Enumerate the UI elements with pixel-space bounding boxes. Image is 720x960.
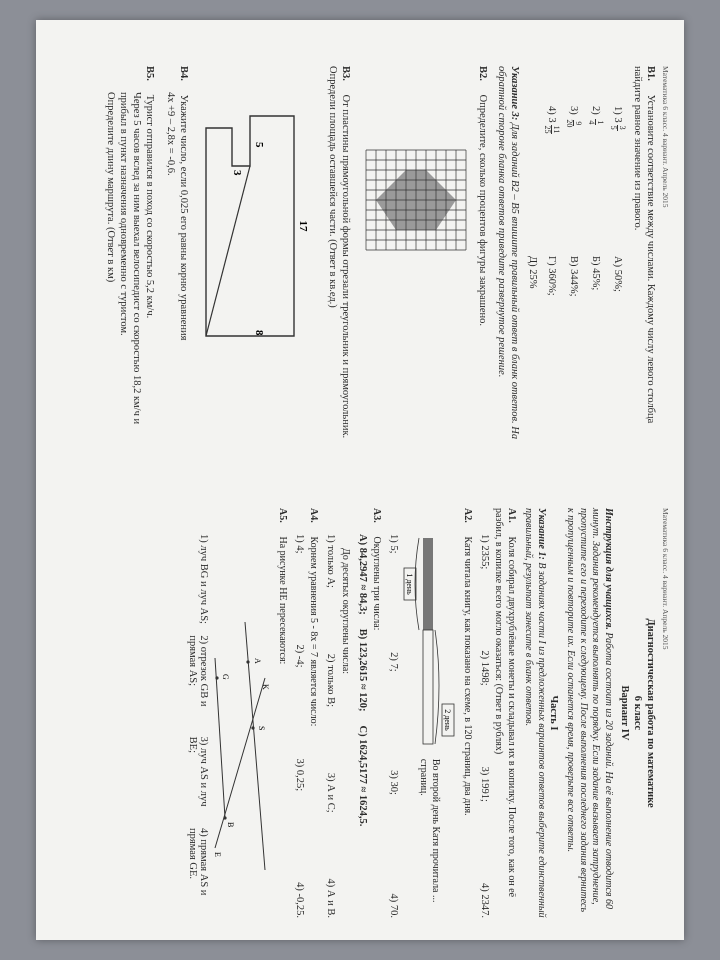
note-1-text: В заданиях части I из предложенных вариантов ответов выберите единственный правильный, результат занесите в бланк ответов. xyxy=(523,508,547,918)
a4-option: 2) -4; xyxy=(294,644,305,668)
question-a1 xyxy=(492,508,517,918)
note-1-title: Указание 1: xyxy=(536,508,547,560)
b1-row xyxy=(609,66,626,462)
a3-options xyxy=(326,508,337,918)
b3-figure xyxy=(198,106,316,346)
b4-equation: 4x +9 – 2,8x = -0,6. xyxy=(165,92,176,176)
b5-line: Определите длину маршрута. (Ответ в км) xyxy=(105,92,116,283)
question-a5 xyxy=(276,508,289,918)
a5-option: 4) прямая AS и прямая GE. xyxy=(187,827,210,896)
a5-options xyxy=(188,508,210,918)
a3-option: 3) А и С; xyxy=(325,772,337,813)
a4-option: 1) 4; xyxy=(294,534,305,554)
b4-id: В4. xyxy=(178,66,189,81)
point-g xyxy=(216,676,219,679)
b1-row xyxy=(565,66,582,462)
question-a3 xyxy=(370,508,383,918)
grade: 6 класс xyxy=(632,695,643,731)
a3-items xyxy=(357,508,368,918)
b1-text: Установите соответствие между числами. Каждому числу левого столбца найдите равное значение из правого. xyxy=(632,66,656,424)
b1-right-item: Г) 360%; xyxy=(546,256,557,296)
a2-question: Во второй день Катя прочитала ... страниц. xyxy=(418,758,442,903)
label-a: A xyxy=(253,658,263,664)
part-title: Часть I xyxy=(548,695,559,731)
a3-id: А3. xyxy=(371,508,383,523)
a3-item: B) 123,2615 ≈ 120; xyxy=(357,628,368,712)
left-page xyxy=(36,20,684,480)
b1-right-item: В) 344%; xyxy=(568,256,579,297)
a4-option: 3) 0,25; xyxy=(294,758,305,792)
a5-option: 2) отрезок GB и прямая AS; xyxy=(187,635,210,707)
b1-matching xyxy=(527,66,626,462)
b3-dim-inner-w: 5 xyxy=(253,142,265,148)
a2-option: 1) 5; xyxy=(388,534,400,554)
a4-options xyxy=(294,508,305,918)
instruction-title: Инструкция для учащихся. xyxy=(603,508,614,630)
scheme-day2-bar xyxy=(424,630,434,744)
a2-scheme xyxy=(402,534,458,753)
b1-row xyxy=(527,66,538,462)
a2-id: А2. xyxy=(462,508,473,523)
scheme-day2-label: 2 день xyxy=(443,709,453,731)
b1-right-item: А) 50%; xyxy=(612,256,623,292)
b1-left-label: 3) xyxy=(568,106,580,115)
b1-left-whole: 3 xyxy=(612,117,624,123)
note-3 xyxy=(495,66,521,462)
b4-text: Укажите число, если 0,025 его равны корню уравнения xyxy=(178,94,189,341)
b3-text: От пластины прямоугольной формы отрезали треугольник и прямоугольник. Определи площадь оставшейся части. (Ответ в кв.ед.) xyxy=(327,66,351,439)
a4-option: 4) -0,25. xyxy=(294,882,305,918)
question-b1 xyxy=(631,66,657,462)
b1-left-label: 2) xyxy=(590,106,602,115)
b3-dim-right: 8 xyxy=(253,330,265,336)
b1-left-label: 1) xyxy=(612,106,624,115)
line-ke xyxy=(216,678,266,848)
fraction: 11 25 xyxy=(543,125,561,134)
a2-text: Катя читала книгу, как показано на схеме, в 120 страниц, два дня. xyxy=(462,536,473,816)
a3-item: C) 1624,5177 ≈ 1624,5. xyxy=(357,725,368,827)
b2-text: Определите, сколько процентов фигуры закрашено. xyxy=(477,94,488,327)
fraction: 1 4 xyxy=(587,120,605,125)
a5-id: А5. xyxy=(277,508,288,523)
note-3-text: Для заданий В2 – В5 впишите правильный ответ в бланк ответов. На обратной стороне бланка ответов приведите развернутое решение. xyxy=(496,66,520,440)
a5-option: 3) луч AS и луч BE; xyxy=(187,736,210,807)
a4-id: А4. xyxy=(308,508,320,523)
a3-item: A) 84,2947 ≈ 84,3; xyxy=(357,534,368,615)
b1-left-whole: 3 xyxy=(546,117,558,123)
b2-id: В2. xyxy=(477,66,488,81)
b3-dim-top: 17 xyxy=(297,220,309,232)
label-k: K xyxy=(261,684,271,690)
fraction: 3 5 xyxy=(609,125,627,130)
a2-option: 2) 7; xyxy=(388,652,400,672)
b3-outline xyxy=(206,116,294,336)
label-b: B xyxy=(226,822,236,828)
b3-id: В3. xyxy=(340,66,351,81)
right-title: Диагностическая работа по математике xyxy=(645,618,656,808)
worksheet-paper xyxy=(36,20,684,940)
b1-id: В1. xyxy=(645,66,656,81)
label-s: S xyxy=(257,726,267,731)
a2-options xyxy=(389,508,400,918)
a5-option: 1) луч BG и луч AS; xyxy=(198,534,210,624)
question-a4 xyxy=(307,508,320,918)
point-a xyxy=(247,660,250,663)
scheme-day1-bar xyxy=(424,538,434,630)
a1-text: Коля собирал двухрублёвые монеты и складывал их в копилку. После того, как он её разбил, в копилке всего могло оказаться: (Ответ в рублях) xyxy=(493,508,517,898)
b1-row xyxy=(587,66,604,462)
b3-cut-line xyxy=(206,166,250,336)
a3-option: 1) только А; xyxy=(325,534,337,588)
a3-question: До десятых округлены числа: xyxy=(340,548,351,675)
a2-option: 4) 70. xyxy=(388,893,400,918)
instruction-text: Работа состоит из 20 заданий. На её выполнение отводится 60 минут. Задания рекомендуется выполнять по порядку. Если задание вызывает затруднение, пропустите его и переходите к следующему. После выполнения последнего задания вернитесь к пропущенным и повторите их. Если останется время, проверьте все ответы. xyxy=(565,508,614,912)
a2-scheme-row xyxy=(402,534,458,918)
fraction: 9 20 xyxy=(565,119,583,128)
b1-right-item: Б) 45%; xyxy=(590,256,601,291)
question-b3 xyxy=(326,66,352,462)
a3-option: 2) только В; xyxy=(325,653,337,708)
b5-id: В5. xyxy=(144,66,155,81)
right-header: Математика 6 класс. 4 вариант. Апрель 2015 xyxy=(661,508,670,650)
b5-line: Турист отправился в поход со скоростью 5,2 км/ч. xyxy=(144,94,155,319)
a1-option: 2) 1498; xyxy=(479,650,490,686)
variant: Вариант IV xyxy=(619,685,630,741)
question-b2 xyxy=(476,66,489,462)
a1-options xyxy=(479,508,490,918)
point-s xyxy=(252,726,255,729)
note-1 xyxy=(522,508,547,918)
b1-right-item: Д) 25% xyxy=(527,256,538,289)
b5-line: прибыл в пункт назначения одновременно с туристом. xyxy=(118,92,129,336)
label-g: G xyxy=(221,674,231,680)
point-b xyxy=(224,816,227,819)
a3-text: Округлены три числа: xyxy=(371,536,383,631)
b1-left-label: 4) xyxy=(546,106,558,115)
b2-shaded-grid xyxy=(360,146,470,256)
a1-id: А1. xyxy=(506,508,517,523)
left-header: Математика 6 класс. 4 вариант. Апрель 2015 xyxy=(661,66,670,208)
a4-text: Корнем уравнения 5 - 8x = 7 является число: xyxy=(308,536,320,727)
a5-text: На рисунке НЕ пересекаются: xyxy=(277,536,288,665)
ray-gb xyxy=(216,658,226,818)
a1-option: 4) 2347. xyxy=(479,882,490,918)
a1-option: 3) 1991; xyxy=(479,766,490,802)
question-a2 xyxy=(461,508,474,918)
right-page xyxy=(36,480,684,940)
a3-option: 4) А и В. xyxy=(325,878,337,918)
b5-line: Через 5 часов вслед за ним выехал велосипедист со скоростью 18,2 км/ч и xyxy=(131,92,142,425)
scheme-day1-label: 1 день xyxy=(405,573,415,595)
b1-row xyxy=(543,66,560,462)
b3-dim-inner-h: 3 xyxy=(231,170,243,176)
question-b4 xyxy=(177,66,190,462)
a5-figure xyxy=(212,618,274,878)
note-3-title: Указание 3: xyxy=(509,66,520,121)
a1-option: 1) 2355; xyxy=(479,534,490,570)
label-e: E xyxy=(213,852,223,857)
a2-option: 3) 30; xyxy=(388,770,400,795)
instruction xyxy=(564,508,614,918)
scheme-day2-brace xyxy=(436,630,440,744)
question-b5 xyxy=(143,66,156,462)
